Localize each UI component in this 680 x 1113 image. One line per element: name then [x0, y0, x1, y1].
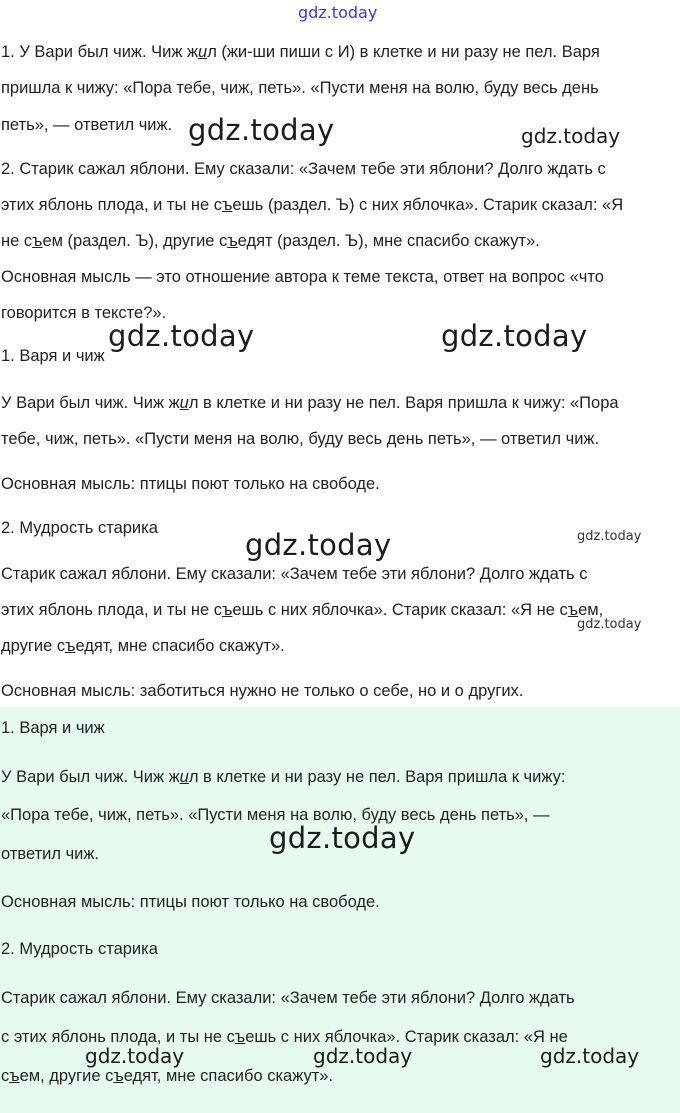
watermark: gdz.today	[298, 3, 378, 22]
watermark: gdz.today	[245, 528, 392, 562]
watermark: gdz.today	[577, 617, 642, 632]
text-line: говорится в тексте?».	[1, 304, 167, 322]
watermark: gdz.today	[577, 529, 642, 544]
watermark: gdz.today	[108, 319, 255, 353]
text-line: пришла к чижу: «Пора тебе, чиж, петь». «Пусти меня на волю, буду весь день	[1, 79, 599, 97]
text-line: тебе, чиж, петь». «Пусти меня на волю, буду весь день петь», — ответил чиж.	[1, 430, 600, 448]
text-line: Старик сажал яблони. Ему сказали: «Зачем тебе эти яблони? Долго ждать	[1, 989, 575, 1007]
text-line: с этих яблонь плода, и ты не съешь с них яблочка». Старик сказал: «Я не	[1, 1028, 568, 1046]
heading-line: 2. Мудрость старика	[1, 519, 158, 537]
text-line: Старик сажал яблони. Ему сказали: «Зачем тебе эти яблони? Долго ждать с	[1, 565, 588, 583]
heading-line: 1. Варя и чиж	[1, 719, 105, 737]
watermark: gdz.today	[521, 124, 621, 148]
heading-line: 2. Мудрость старика	[1, 940, 158, 958]
text-line: Основная мысль: птицы поют только на свободе.	[1, 893, 380, 911]
text-line: Основная мысль: птицы поют только на свободе.	[1, 475, 380, 493]
text-line: Основная мысль — это отношение автора к теме текста, ответ на вопрос «что	[1, 268, 604, 286]
text-line: другие съедят, мне спасибо скажут».	[1, 637, 285, 655]
text-line: этих яблонь плода, и ты не съешь (раздел. Ъ) с них яблочка». Старик сказал: «Я	[1, 196, 624, 214]
text-line: Основная мысль: заботиться нужно не только о себе, но и о других.	[1, 682, 524, 700]
text-line: 1. У Вари был чиж. Чиж жил (жи-ши пиши с И) в клетке и ни разу не пел. Варя	[1, 43, 600, 61]
heading-line: 1. Варя и чиж	[1, 347, 105, 365]
text-line: не съем (раздел. Ъ), другие съедят (раздел. Ъ), мне спасибо скажут».	[1, 232, 540, 250]
text-line: петь», — ответил чиж.	[1, 116, 173, 134]
text-line: 2. Старик сажал яблони. Ему сказали: «Зачем тебе эти яблони? Долго ждать с	[1, 160, 606, 178]
watermark: gdz.today	[313, 1044, 413, 1068]
text-line: этих яблонь плода, и ты не съешь с них яблочка». Старик сказал: «Я не съем,	[1, 601, 604, 619]
text-line: ответил чиж.	[1, 845, 100, 863]
watermark: gdz.today	[441, 319, 588, 353]
watermark: gdz.today	[85, 1044, 185, 1068]
watermark: gdz.today	[269, 821, 416, 855]
text-line: У Вари был чиж. Чиж жил в клетке и ни разу не пел. Варя пришла к чижу: «Пора	[1, 394, 619, 412]
text-line: «Пора тебе, чиж, петь». «Пусти меня на волю, буду весь день петь», —	[1, 806, 550, 824]
watermark: gdz.today	[540, 1044, 640, 1068]
text-line: съем, другие съедят, мне спасибо скажут».	[1, 1067, 334, 1085]
watermark: gdz.today	[188, 113, 335, 147]
text-line: У Вари был чиж. Чиж жил в клетке и ни разу не пел. Варя пришла к чижу:	[1, 768, 566, 786]
